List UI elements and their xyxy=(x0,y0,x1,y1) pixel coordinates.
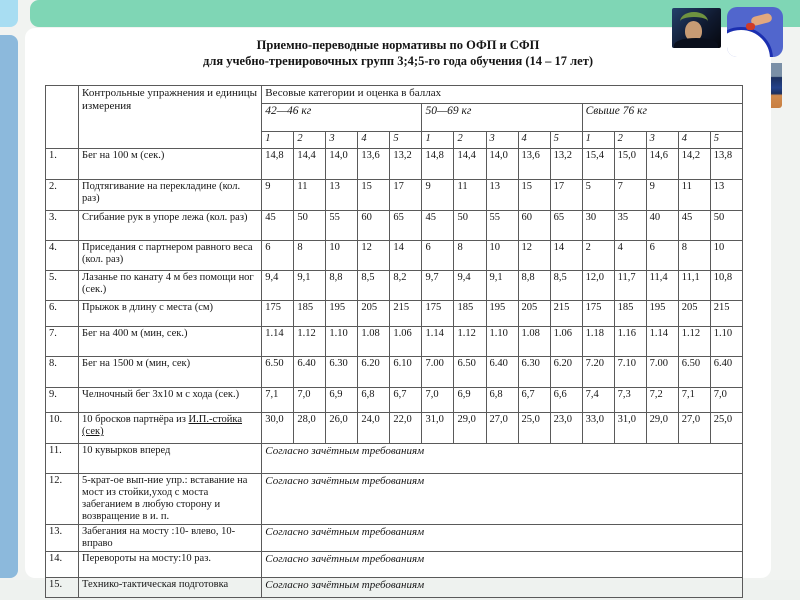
value-cell: 12 xyxy=(518,241,550,271)
value-cell: 9 xyxy=(422,180,454,211)
value-cell: 12,0 xyxy=(582,271,614,301)
value-cell: 1.08 xyxy=(358,327,390,357)
value-cell: 9 xyxy=(262,180,294,211)
exercise-label-cell: 10 кувырков вперед xyxy=(79,444,262,474)
table-row xyxy=(46,301,743,327)
value-cell: 195 xyxy=(486,301,518,327)
row-number-cell: 4. xyxy=(46,241,79,271)
slide xyxy=(25,28,771,592)
score-header-cell: 3 xyxy=(326,132,358,149)
value-cell: 1.12 xyxy=(294,327,326,357)
arm-badge xyxy=(727,7,783,57)
value-cell: 11,7 xyxy=(614,271,646,301)
title-line-2: для учебно-тренировочных групп 3;4;5-го года обучения (14 – 17 лет) xyxy=(203,53,593,68)
exercise-label-cell: Лазанье по канату 4 м без помощи ног (сек.) xyxy=(79,271,262,301)
score-header-cell: 3 xyxy=(486,132,518,149)
value-cell: 50 xyxy=(294,211,326,241)
span-note-cell: Согласно зачётным требованиям xyxy=(262,525,743,552)
value-cell: 14,6 xyxy=(646,149,678,180)
value-cell: 14 xyxy=(550,241,582,271)
exercise-label-cell: Челночный бег 3х10 м с хода (сек.) xyxy=(79,388,262,413)
value-cell: 9,1 xyxy=(294,271,326,301)
value-cell: 205 xyxy=(358,301,390,327)
value-cell: 195 xyxy=(326,301,358,327)
exercise-label-cell: Перевороты на мосту:10 раз. xyxy=(79,552,262,578)
value-cell: 10,8 xyxy=(710,271,742,301)
value-cell: 9,4 xyxy=(454,271,486,301)
value-cell: 215 xyxy=(710,301,742,327)
value-cell: 60 xyxy=(358,211,390,241)
value-cell: 14 xyxy=(390,241,422,271)
value-cell: 15,4 xyxy=(582,149,614,180)
table-row xyxy=(46,444,743,474)
weight-group-cell: Свыше 76 кг xyxy=(582,104,742,132)
value-cell: 29,0 xyxy=(646,413,678,444)
value-cell: 6 xyxy=(422,241,454,271)
row-number-cell: 11. xyxy=(46,444,79,474)
value-cell: 215 xyxy=(390,301,422,327)
table-row xyxy=(46,211,743,241)
row-number-cell: 5. xyxy=(46,271,79,301)
value-cell: 6.20 xyxy=(358,357,390,388)
table-row xyxy=(46,413,743,444)
score-header-cell: 3 xyxy=(646,132,678,149)
value-cell: 4 xyxy=(614,241,646,271)
value-cell: 31,0 xyxy=(614,413,646,444)
row-number-cell: 14. xyxy=(46,552,79,578)
value-cell: 65 xyxy=(390,211,422,241)
value-cell: 30,0 xyxy=(262,413,294,444)
value-cell: 35 xyxy=(614,211,646,241)
value-cell: 6,8 xyxy=(486,388,518,413)
value-cell: 24,0 xyxy=(358,413,390,444)
athlete-shoulder-shape xyxy=(674,38,718,48)
value-cell: 5 xyxy=(582,180,614,211)
value-cell: 7 xyxy=(614,180,646,211)
span-note-cell: Согласно зачётным требованиям xyxy=(262,578,743,598)
exercise-label-cell: Бег на 400 м (мин, сек.) xyxy=(79,327,262,357)
value-cell: 1.18 xyxy=(582,327,614,357)
row-number-cell: 8. xyxy=(46,357,79,388)
value-cell: 12 xyxy=(358,241,390,271)
value-cell: 15,0 xyxy=(614,149,646,180)
table-row xyxy=(46,525,743,552)
span-note-cell: Согласно зачётным требованиям xyxy=(262,444,743,474)
row-number-cell: 13. xyxy=(46,525,79,552)
value-cell: 11,4 xyxy=(646,271,678,301)
table-row xyxy=(46,474,743,525)
value-cell: 13 xyxy=(326,180,358,211)
row-number-cell: 1. xyxy=(46,149,79,180)
value-cell: 9,1 xyxy=(486,271,518,301)
value-cell: 6.40 xyxy=(486,357,518,388)
value-cell: 6.50 xyxy=(262,357,294,388)
span-note-cell: Согласно зачётным требованиям xyxy=(262,474,743,525)
weight-group-cell: 42—46 кг xyxy=(262,104,422,132)
table-row xyxy=(46,552,743,578)
value-cell: 6,6 xyxy=(550,388,582,413)
row-number-cell: 12. xyxy=(46,474,79,525)
value-cell: 6.20 xyxy=(550,357,582,388)
row-number-cell: 10. xyxy=(46,413,79,444)
score-header-cell: 5 xyxy=(550,132,582,149)
value-cell: 1.16 xyxy=(614,327,646,357)
value-cell: 13,6 xyxy=(518,149,550,180)
athlete-photo xyxy=(672,8,721,48)
value-cell: 50 xyxy=(710,211,742,241)
exercise-label-cell: Прыжок в длину с места (см) xyxy=(79,301,262,327)
score-header-cell: 5 xyxy=(710,132,742,149)
exercise-label-cell: Бег на 1500 м (мин, сек) xyxy=(79,357,262,388)
score-header-cell: 2 xyxy=(294,132,326,149)
norms-table xyxy=(45,85,743,598)
exercise-label-cell: Технико-тактическая подготовка xyxy=(79,578,262,598)
value-cell: 11 xyxy=(678,180,710,211)
exercise-label-cell: Подтягивание на перекладине (кол. раз) xyxy=(79,180,262,211)
value-cell: 185 xyxy=(294,301,326,327)
value-cell: 7,3 xyxy=(614,388,646,413)
value-cell: 2 xyxy=(582,241,614,271)
row-number-cell: 15. xyxy=(46,578,79,598)
value-cell: 14,2 xyxy=(678,149,710,180)
score-header-cell: 1 xyxy=(582,132,614,149)
value-cell: 8,5 xyxy=(550,271,582,301)
value-cell: 7,0 xyxy=(294,388,326,413)
row-number-cell: 3. xyxy=(46,211,79,241)
value-cell: 7.00 xyxy=(646,357,678,388)
value-cell: 6 xyxy=(262,241,294,271)
title-line-1: Приемно-переводные нормативы по ОФП и СФП xyxy=(256,38,540,52)
value-cell: 9 xyxy=(646,180,678,211)
table-row xyxy=(46,327,743,357)
value-cell: 1.14 xyxy=(646,327,678,357)
value-cell: 28,0 xyxy=(294,413,326,444)
value-cell: 6,7 xyxy=(390,388,422,413)
table-row xyxy=(46,271,743,301)
cuff-shape xyxy=(746,23,755,30)
value-cell: 1.14 xyxy=(262,327,294,357)
row-number-cell: 2. xyxy=(46,180,79,211)
value-cell: 7,1 xyxy=(262,388,294,413)
value-cell: 6.30 xyxy=(326,357,358,388)
value-cell: 205 xyxy=(678,301,710,327)
value-cell: 6,7 xyxy=(518,388,550,413)
value-cell: 6,9 xyxy=(326,388,358,413)
value-cell: 9,7 xyxy=(422,271,454,301)
score-header-cell: 4 xyxy=(678,132,710,149)
slide-title xyxy=(25,38,771,69)
value-cell: 14,8 xyxy=(422,149,454,180)
value-cell: 6 xyxy=(646,241,678,271)
value-cell: 6,8 xyxy=(358,388,390,413)
value-cell: 26,0 xyxy=(326,413,358,444)
exercise-label-cell: Забегания на мосту :10- влево, 10- вправо xyxy=(79,525,262,552)
value-cell: 1.06 xyxy=(550,327,582,357)
value-cell: 7,0 xyxy=(422,388,454,413)
value-cell: 1.10 xyxy=(710,327,742,357)
value-cell: 14,0 xyxy=(326,149,358,180)
table-row xyxy=(46,388,743,413)
value-cell: 1.12 xyxy=(678,327,710,357)
value-cell: 15 xyxy=(518,180,550,211)
value-cell: 15 xyxy=(358,180,390,211)
value-cell: 33,0 xyxy=(582,413,614,444)
value-cell: 23,0 xyxy=(550,413,582,444)
value-cell: 45 xyxy=(422,211,454,241)
value-cell: 14,0 xyxy=(486,149,518,180)
value-cell: 11,1 xyxy=(678,271,710,301)
value-cell: 13,8 xyxy=(710,149,742,180)
score-header-cell: 1 xyxy=(422,132,454,149)
value-cell: 7.00 xyxy=(422,357,454,388)
value-cell: 185 xyxy=(454,301,486,327)
score-header-cell: 4 xyxy=(358,132,390,149)
value-cell: 13,6 xyxy=(358,149,390,180)
table-row xyxy=(46,149,743,180)
value-cell: 6,9 xyxy=(454,388,486,413)
span-note-cell: Согласно зачётным требованиям xyxy=(262,552,743,578)
weight-group-cell: 50—69 кг xyxy=(422,104,582,132)
value-cell: 11 xyxy=(454,180,486,211)
value-cell: 1.12 xyxy=(454,327,486,357)
row-number-cell: 7. xyxy=(46,327,79,357)
value-cell: 1.14 xyxy=(422,327,454,357)
value-cell: 65 xyxy=(550,211,582,241)
value-cell: 14,4 xyxy=(454,149,486,180)
value-cell: 17 xyxy=(550,180,582,211)
corner-accent-block xyxy=(0,0,18,27)
value-cell: 8 xyxy=(678,241,710,271)
value-cell: 195 xyxy=(646,301,678,327)
table-row xyxy=(46,357,743,388)
value-cell: 8,8 xyxy=(326,271,358,301)
value-cell: 13 xyxy=(710,180,742,211)
norms-table-wrap xyxy=(45,85,743,598)
value-cell: 8 xyxy=(454,241,486,271)
badge-circle-shape xyxy=(727,27,773,57)
value-cell: 1.06 xyxy=(390,327,422,357)
underlined-label-part: И.П.-стойка (сек) xyxy=(82,414,243,438)
left-accent-bar xyxy=(0,35,18,578)
value-cell: 30 xyxy=(582,211,614,241)
value-cell: 8 xyxy=(294,241,326,271)
value-cell: 11 xyxy=(294,180,326,211)
value-cell: 22,0 xyxy=(390,413,422,444)
weight-categories-header: Весовые категории и оценка в баллах xyxy=(262,86,743,104)
value-cell: 8,2 xyxy=(390,271,422,301)
value-cell: 7.10 xyxy=(614,357,646,388)
value-cell: 31,0 xyxy=(422,413,454,444)
value-cell: 40 xyxy=(646,211,678,241)
exercise-label-cell: Бег на 100 м (сек.) xyxy=(79,149,262,180)
value-cell: 13,2 xyxy=(390,149,422,180)
value-cell: 10 xyxy=(326,241,358,271)
table-row xyxy=(46,241,743,271)
row-number-cell: 9. xyxy=(46,388,79,413)
value-cell: 6.50 xyxy=(678,357,710,388)
value-cell: 13 xyxy=(486,180,518,211)
value-cell: 60 xyxy=(518,211,550,241)
value-cell: 50 xyxy=(454,211,486,241)
exercise-label-cell: 10 бросков партнёра из И.П.-стойка (сек) xyxy=(79,413,262,444)
value-cell: 9,4 xyxy=(262,271,294,301)
value-cell: 10 xyxy=(486,241,518,271)
value-cell: 215 xyxy=(550,301,582,327)
value-cell: 10 xyxy=(710,241,742,271)
value-cell: 25,0 xyxy=(710,413,742,444)
exercise-label-cell: 5-крат-ое вып-ние упр.: вставание на мост из стойки,уход с моста забеганием в любую сторону и возвращение в и. п. xyxy=(79,474,262,525)
value-cell: 8,5 xyxy=(358,271,390,301)
value-cell: 55 xyxy=(326,211,358,241)
score-header-cell: 4 xyxy=(518,132,550,149)
score-header-cell: 1 xyxy=(262,132,294,149)
score-header-cell: 2 xyxy=(454,132,486,149)
table-row xyxy=(46,180,743,211)
value-cell: 29,0 xyxy=(454,413,486,444)
value-cell: 6.50 xyxy=(454,357,486,388)
value-cell: 7,0 xyxy=(710,388,742,413)
value-cell: 205 xyxy=(518,301,550,327)
value-cell: 13,2 xyxy=(550,149,582,180)
value-cell: 1.10 xyxy=(326,327,358,357)
score-header-cell: 5 xyxy=(390,132,422,149)
corner-number-header xyxy=(46,86,79,149)
value-cell: 1.08 xyxy=(518,327,550,357)
value-cell: 27,0 xyxy=(486,413,518,444)
value-cell: 14,8 xyxy=(262,149,294,180)
value-cell: 175 xyxy=(422,301,454,327)
value-cell: 7,2 xyxy=(646,388,678,413)
value-cell: 175 xyxy=(262,301,294,327)
value-cell: 45 xyxy=(678,211,710,241)
value-cell: 25,0 xyxy=(518,413,550,444)
value-cell: 17 xyxy=(390,180,422,211)
value-cell: 7.20 xyxy=(582,357,614,388)
value-cell: 27,0 xyxy=(678,413,710,444)
value-cell: 7,1 xyxy=(678,388,710,413)
exercise-label-cell: Приседания с партнером равного веса (кол. раз) xyxy=(79,241,262,271)
value-cell: 55 xyxy=(486,211,518,241)
value-cell: 6.40 xyxy=(710,357,742,388)
value-cell: 1.10 xyxy=(486,327,518,357)
value-cell: 6.30 xyxy=(518,357,550,388)
score-header-cell: 2 xyxy=(614,132,646,149)
value-cell: 175 xyxy=(582,301,614,327)
value-cell: 185 xyxy=(614,301,646,327)
value-cell: 45 xyxy=(262,211,294,241)
value-cell: 6.10 xyxy=(390,357,422,388)
value-cell: 14,4 xyxy=(294,149,326,180)
value-cell: 8,8 xyxy=(518,271,550,301)
exercise-label-cell: Сгибание рук в упоре лежа (кол. раз) xyxy=(79,211,262,241)
row-number-cell: 6. xyxy=(46,301,79,327)
value-cell: 6.40 xyxy=(294,357,326,388)
table-row xyxy=(46,578,743,598)
value-cell: 7,4 xyxy=(582,388,614,413)
exercise-column-header: Контрольные упражнения и единицы измерения xyxy=(79,86,262,149)
